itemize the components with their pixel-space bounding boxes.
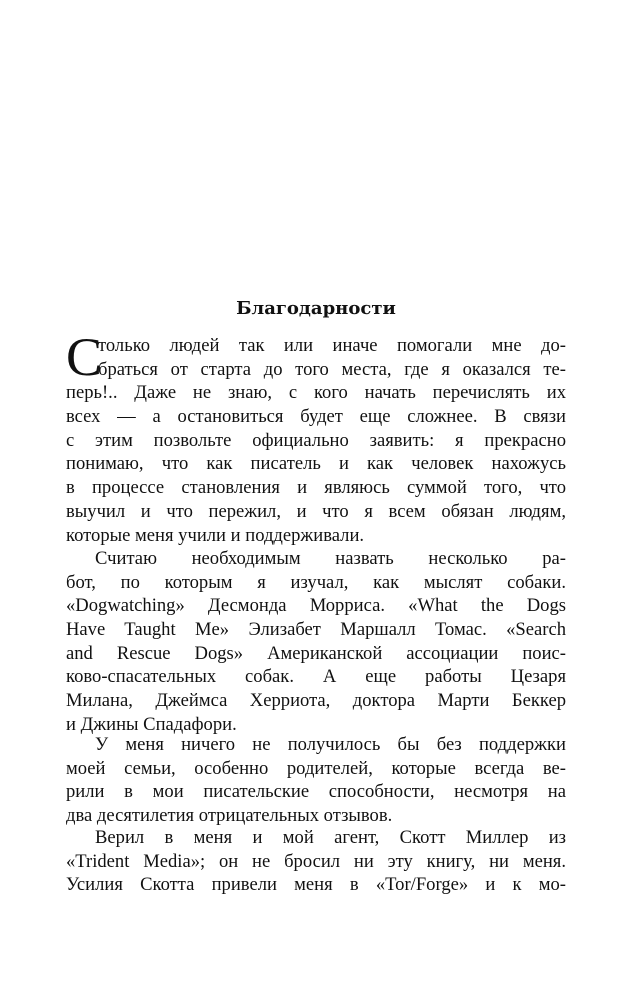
text-line: У меня ничего не получилось бы без поддержки xyxy=(95,734,566,755)
paragraph-2 xyxy=(66,547,566,737)
text-line: браться от старта до того места, где я оказался те- xyxy=(98,358,566,380)
text-line: перь!.. Даже не знаю, с кого начать перечислять их xyxy=(66,382,566,404)
paragraph-4 xyxy=(66,826,566,897)
text-line: только людей так или иначе помогали мне до- xyxy=(98,335,566,356)
text-line: и Джины Спадафори. xyxy=(66,713,237,735)
text-line: моей семьи, особенно родителей, которые всегда ве- xyxy=(66,757,566,779)
text-line: Усилия Скотта привели меня в «Tor/Forge» и к мо- xyxy=(66,874,566,896)
text-line: понимаю, что как писатель и как человек нахожусь xyxy=(66,453,566,475)
text-line: ково-спасательных собак. А еще работы Цезаря xyxy=(66,666,566,688)
text-line: «Trident Media»; он не бросил ни эту книгу, ни меня. xyxy=(66,850,566,872)
chapter-heading: Благодарности xyxy=(236,298,396,319)
text-line: два десятилетия отрицательных отзывов. xyxy=(66,805,393,827)
text-line: Считаю необходимым назвать несколько ра- xyxy=(95,548,566,569)
text-line: and Rescue Dogs» Американской ассоциации поис- xyxy=(66,642,566,664)
text-line: Have Taught Me» Элизабет Маршалл Томас. «Search xyxy=(66,619,566,641)
text-line: «Dogwatching» Десмонда Морриса. «What the Dogs xyxy=(66,595,566,617)
text-line: выучил и что пережил, и что я всем обязан людям, xyxy=(66,500,566,522)
text-line: всех — а остановиться будет еще сложнее. В связи xyxy=(66,406,566,428)
text-line: которые меня учили и поддерживали. xyxy=(66,524,365,546)
text-line: бот, по которым я изучал, как мыслят собаки. xyxy=(66,571,566,593)
text-line: с этим позвольте официально заявить: я прекрасно xyxy=(66,429,566,451)
text-line: Верил в меня и мой агент, Скотт Миллер из xyxy=(95,827,566,848)
text-line: Милана, Джеймса Херриота, доктора Марти Беккер xyxy=(66,690,566,712)
paragraph-3 xyxy=(66,733,566,828)
text-line: в процессе становления и являюсь суммой того, что xyxy=(66,477,566,499)
text-line: рили в мои писательские способности, несмотря на xyxy=(66,781,566,803)
drop-cap: С xyxy=(66,327,103,387)
paragraph-1 xyxy=(66,327,566,547)
